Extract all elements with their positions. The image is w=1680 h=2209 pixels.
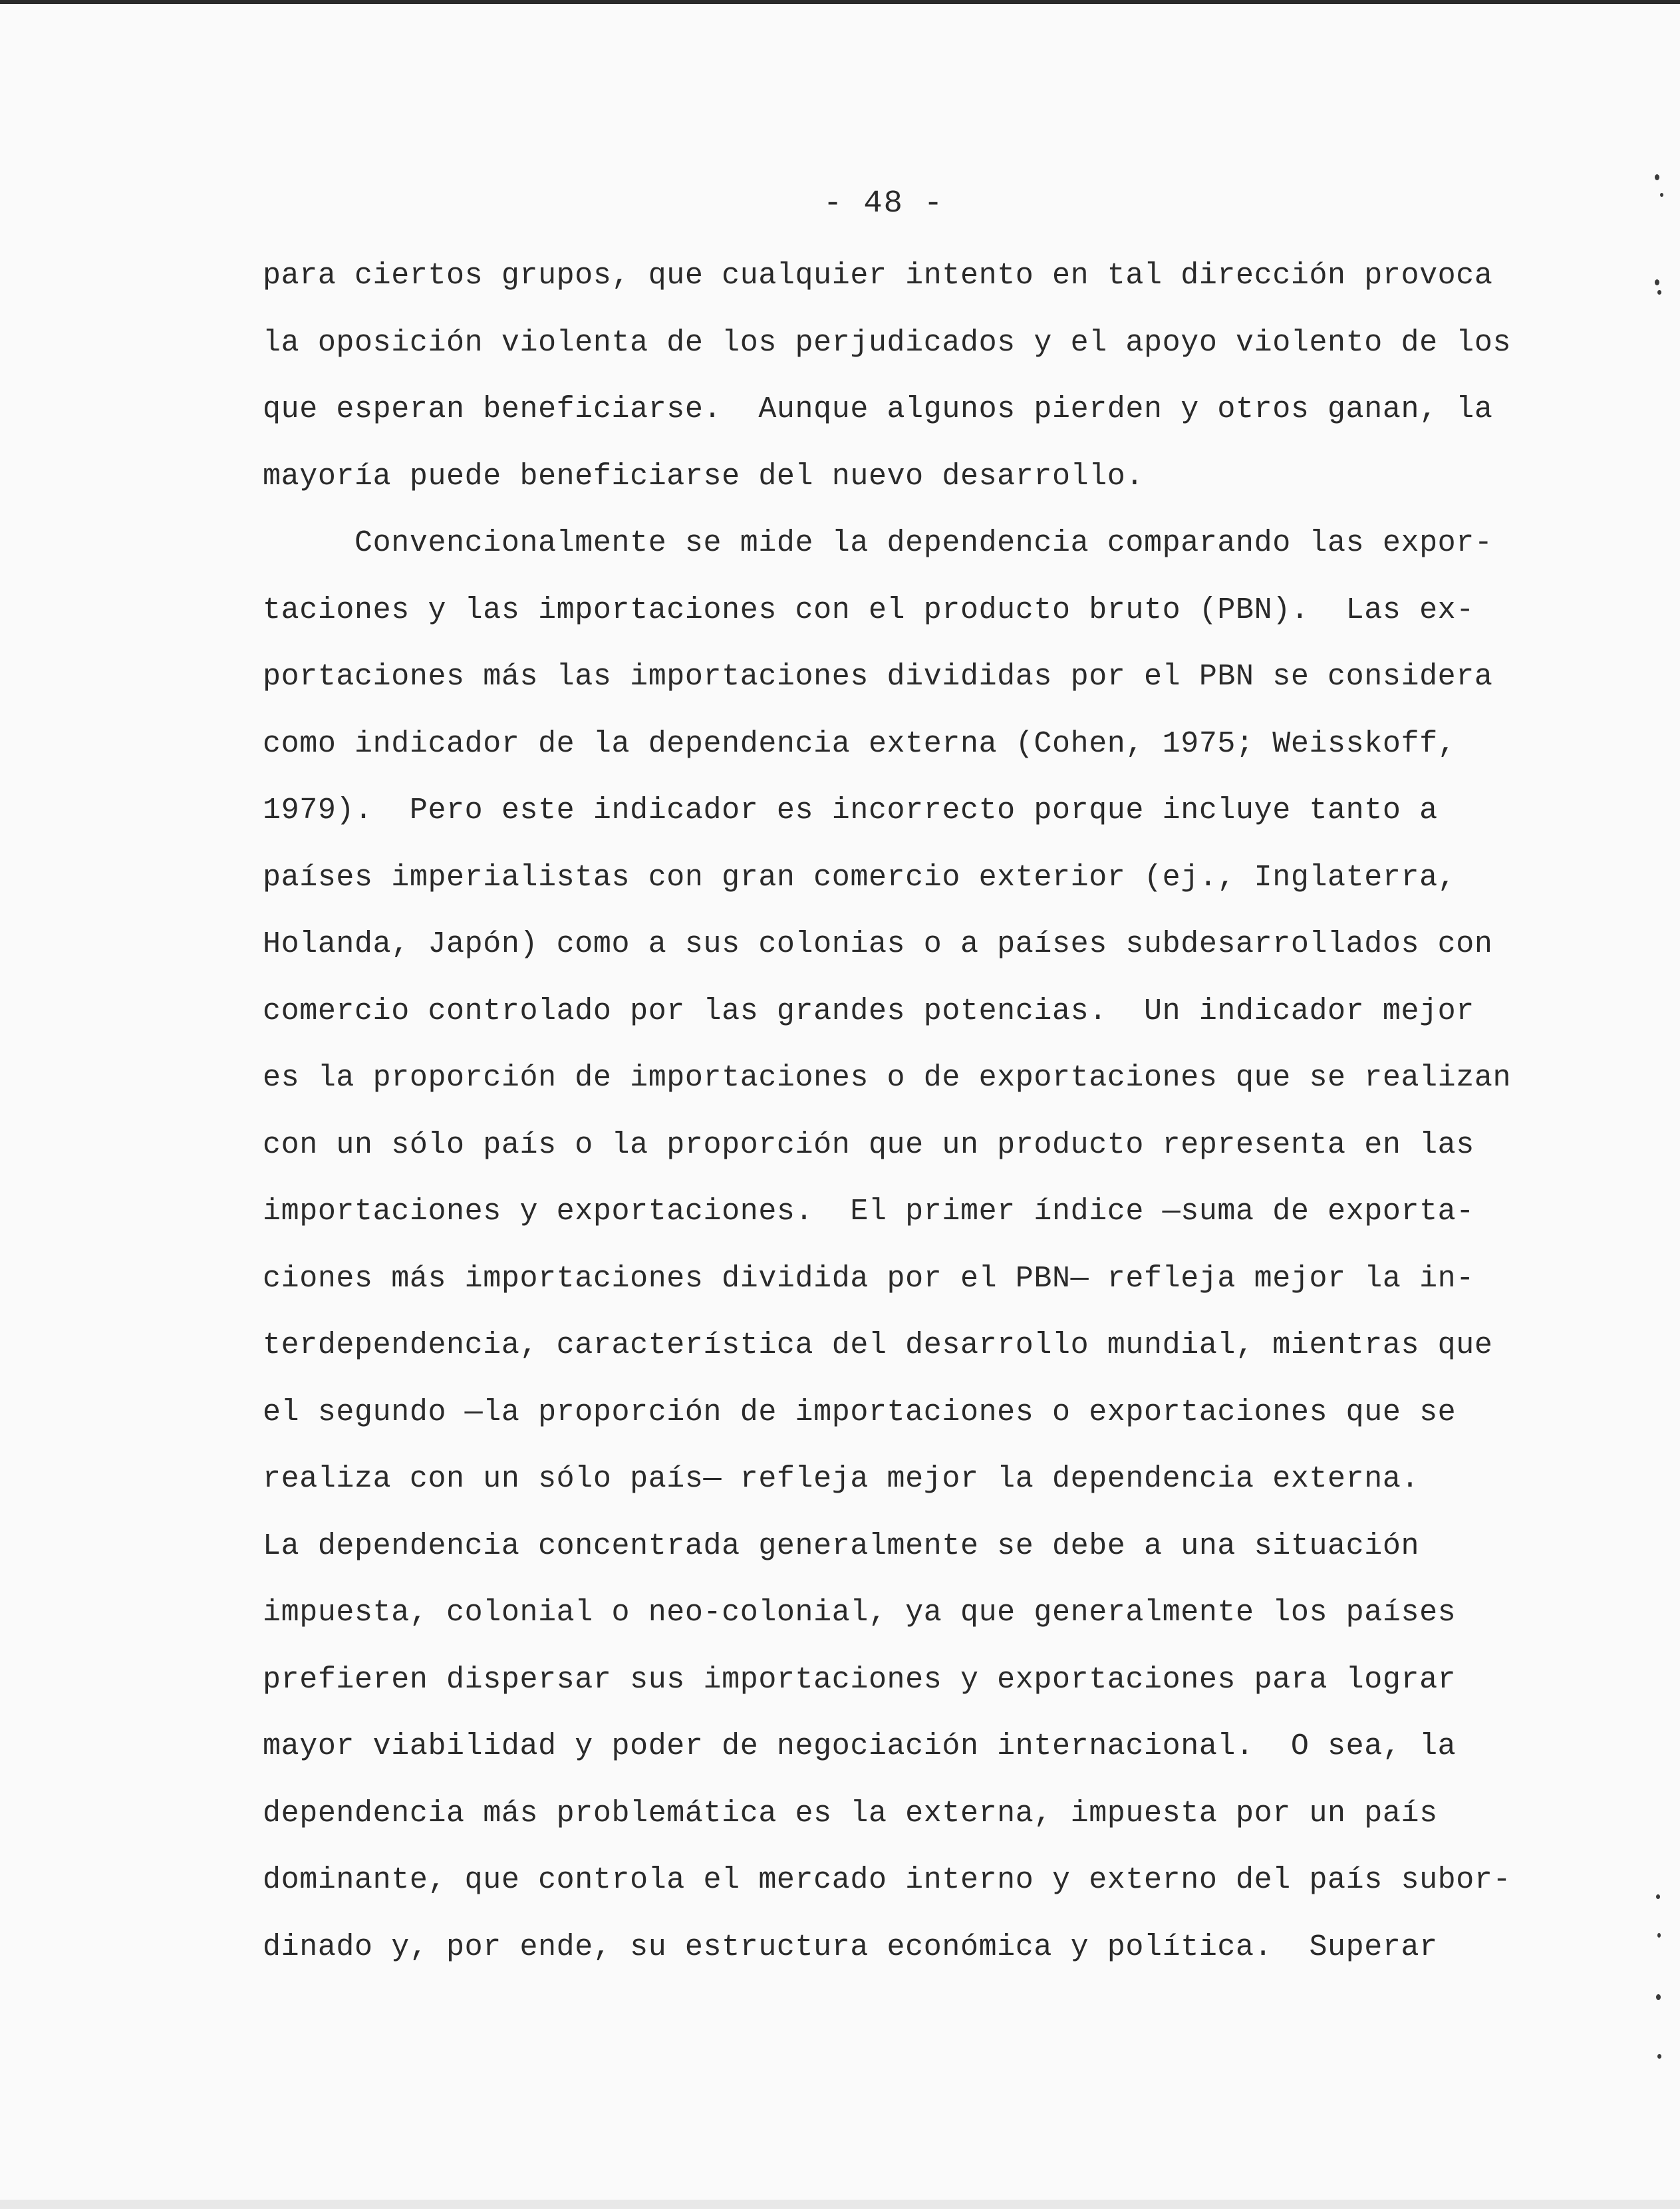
- scan-speck: [1655, 279, 1659, 285]
- text-line: el segundo —la proporción de importaciones o exportaciones que se: [263, 1395, 1457, 1429]
- text-line: dependencia más problemática es la externa, impuesta por un país: [263, 1796, 1438, 1831]
- scan-speck: [1655, 174, 1659, 180]
- text-line: impuesta, colonial o neo-colonial, ya que generalmente los países: [263, 1596, 1457, 1630]
- text-line: terdependencia, característica del desarrollo mundial, mientras que: [263, 1328, 1493, 1362]
- scan-speck: [1657, 2054, 1661, 2059]
- body-text: [263, 256, 1513, 1994]
- page-number: - 48 -: [823, 186, 944, 221]
- text-line: para ciertos grupos, que cualquier intento en tal dirección provoca: [263, 259, 1493, 293]
- text-line: 1979). Pero este indicador es incorrecto porque incluye tanto a: [263, 794, 1438, 827]
- text-line: portaciones más las importaciones divididas por el PBN se considera: [263, 660, 1493, 694]
- text-line: la oposición violenta de los perjudicados y el apoyo violento de los: [263, 325, 1512, 360]
- text-line: Convencionalmente se mide la dependencia comparando las expor-: [263, 526, 1493, 560]
- text-line: La dependencia concentrada generalmente se debe a una situación: [263, 1529, 1420, 1563]
- text-line: dinado y, por ende, su estructura económica y política. Superar: [263, 1930, 1438, 1964]
- text-line: Holanda, Japón) como a sus colonias o a países subdesarrollados con: [263, 927, 1493, 961]
- text-line: importaciones y exportaciones. El primer índice —suma de exporta-: [263, 1195, 1474, 1229]
- text-line: con un sólo país o la proporción que un producto representa en las: [263, 1127, 1474, 1162]
- scan-top-edge: [0, 0, 1680, 4]
- text-line: que esperan beneficiarse. Aunque algunos pierden y otros ganan, la: [263, 392, 1493, 426]
- scan-speck: [1656, 1994, 1661, 2000]
- text-line: como indicador de la dependencia externa (Cohen, 1975; Weisskoff,: [263, 726, 1457, 761]
- text-line: realiza con un sólo país— refleja mejor la dependencia externa.: [263, 1462, 1420, 1496]
- text-line: taciones y las importaciones con el producto bruto (PBN). Las ex-: [263, 593, 1474, 627]
- scan-speck: [1656, 1894, 1660, 1899]
- text-line: dominante, que controla el mercado interno y externo del país subor-: [263, 1863, 1512, 1897]
- scan-speck: [1660, 193, 1663, 197]
- text-line: comercio controlado por las grandes potencias. Un indicador mejor: [263, 994, 1474, 1028]
- scan-speck: [1657, 290, 1661, 295]
- scan-bottom-edge: [0, 2200, 1680, 2209]
- text-line: países imperialistas con gran comercio exterior (ej., Inglaterra,: [263, 860, 1457, 895]
- text-line: mayor viabilidad y poder de negociación internacional. O sea, la: [263, 1729, 1457, 1763]
- text-line: ciones más importaciones dividida por el PBN— refleja mejor la in-: [263, 1261, 1474, 1296]
- text-line: prefieren dispersar sus importaciones y exportaciones para lograr: [263, 1662, 1457, 1697]
- text-line: mayoría puede beneficiarse del nuevo desarrollo.: [263, 459, 1145, 494]
- text-line: es la proporción de importaciones o de exportaciones que se realizan: [263, 1061, 1512, 1095]
- scan-speck: [1657, 1933, 1661, 1938]
